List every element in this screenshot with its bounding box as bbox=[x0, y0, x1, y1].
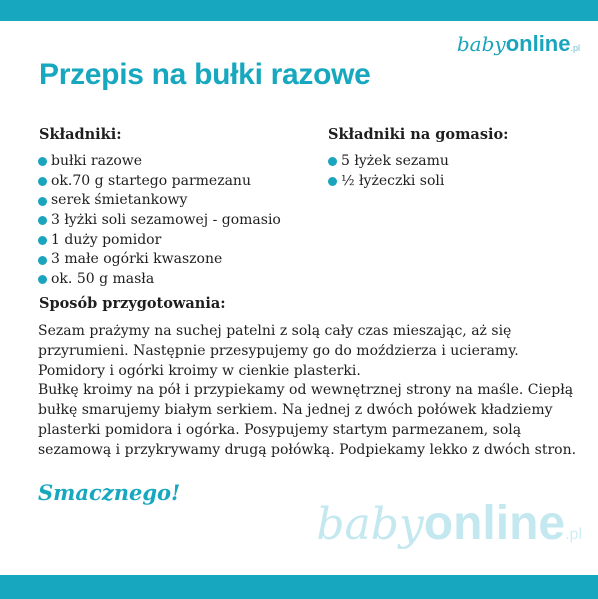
method-line: Sezam prażymy na suchej patelni z solą cały czas mieszając, aż się bbox=[38, 323, 512, 339]
bullet-icon bbox=[38, 157, 47, 166]
list-item bbox=[38, 191, 281, 211]
gomasio-heading: Składniki na gomasio: bbox=[328, 126, 509, 143]
bullet-icon bbox=[38, 177, 47, 186]
bullet-icon bbox=[38, 256, 47, 265]
list-item bbox=[328, 152, 449, 172]
ingredients-heading: Składniki: bbox=[39, 126, 122, 143]
ingredient-text: ½ łyżeczki soli bbox=[341, 172, 445, 189]
bullet-icon bbox=[38, 216, 47, 225]
method-line: plasterki pomidora i ogórka. Posypujemy startym parmezanem, solą bbox=[38, 421, 522, 438]
bullet-icon bbox=[328, 157, 337, 166]
ingredient-text: ok.70 g startego parmezanu bbox=[51, 172, 251, 189]
ingredients-list bbox=[38, 152, 281, 290]
method-line: Pomidory i ogórki kroimy w cienkie plasterki. bbox=[38, 362, 361, 379]
ingredient-text: 1 duży pomidor bbox=[51, 231, 162, 248]
list-item bbox=[38, 231, 281, 251]
ingredient-text: ok. 50 g masła bbox=[51, 271, 155, 288]
bullet-icon bbox=[38, 236, 47, 245]
list-item bbox=[38, 250, 281, 270]
ingredient-text: bułki razowe bbox=[51, 153, 143, 169]
ingredient-text: 3 małe ogórki kwaszone bbox=[51, 251, 223, 268]
closing-text: Smacznego! bbox=[38, 480, 181, 505]
ingredient-text: 5 łyżek sezamu bbox=[341, 153, 449, 169]
bottom-accent-bar bbox=[0, 575, 598, 599]
list-item bbox=[38, 270, 281, 290]
ingredient-text: 3 łyżki soli sezamowej - gomasio bbox=[51, 212, 281, 229]
method-line: Bułkę kroimy na pół i przypiekamy od wewnętrznej strony na maśle. Ciepłą bbox=[38, 382, 574, 399]
bullet-icon bbox=[328, 177, 337, 186]
watermark-tld-text: .pl bbox=[565, 526, 582, 543]
bullet-icon bbox=[38, 275, 47, 284]
top-accent-bar bbox=[0, 0, 598, 21]
list-item bbox=[328, 172, 449, 192]
method-line: przyrumieni. Następnie przesypujemy go do moździerza i ucieramy. bbox=[38, 342, 519, 359]
watermark-baby-text: baby bbox=[316, 499, 424, 550]
watermark-online-text: online bbox=[423, 497, 566, 550]
list-item bbox=[38, 152, 281, 172]
method-heading: Sposób przygotowania: bbox=[39, 295, 226, 312]
gomasio-list bbox=[328, 152, 449, 191]
ingredient-text: serek śmietankowy bbox=[51, 192, 188, 209]
method-line: bułkę smarujemy białym serkiem. Na jednej z dwóch połówek kładziemy bbox=[38, 402, 553, 419]
logo-tld-text: .pl bbox=[570, 43, 580, 53]
logo-online-text: online bbox=[505, 31, 571, 56]
logo-baby-text: baby bbox=[456, 32, 506, 56]
bullet-icon bbox=[38, 197, 47, 206]
babyonline-watermark bbox=[316, 497, 582, 550]
list-item bbox=[38, 172, 281, 192]
babyonline-logo-top[interactable] bbox=[457, 33, 580, 55]
method-line: sezamową i przykrywamy drugą połówką. Podpiekamy lekko z dwóch stron. bbox=[38, 441, 577, 458]
page-title: Przepis na bułki razowe bbox=[39, 58, 371, 91]
list-item bbox=[38, 211, 281, 231]
method-text bbox=[38, 322, 578, 461]
